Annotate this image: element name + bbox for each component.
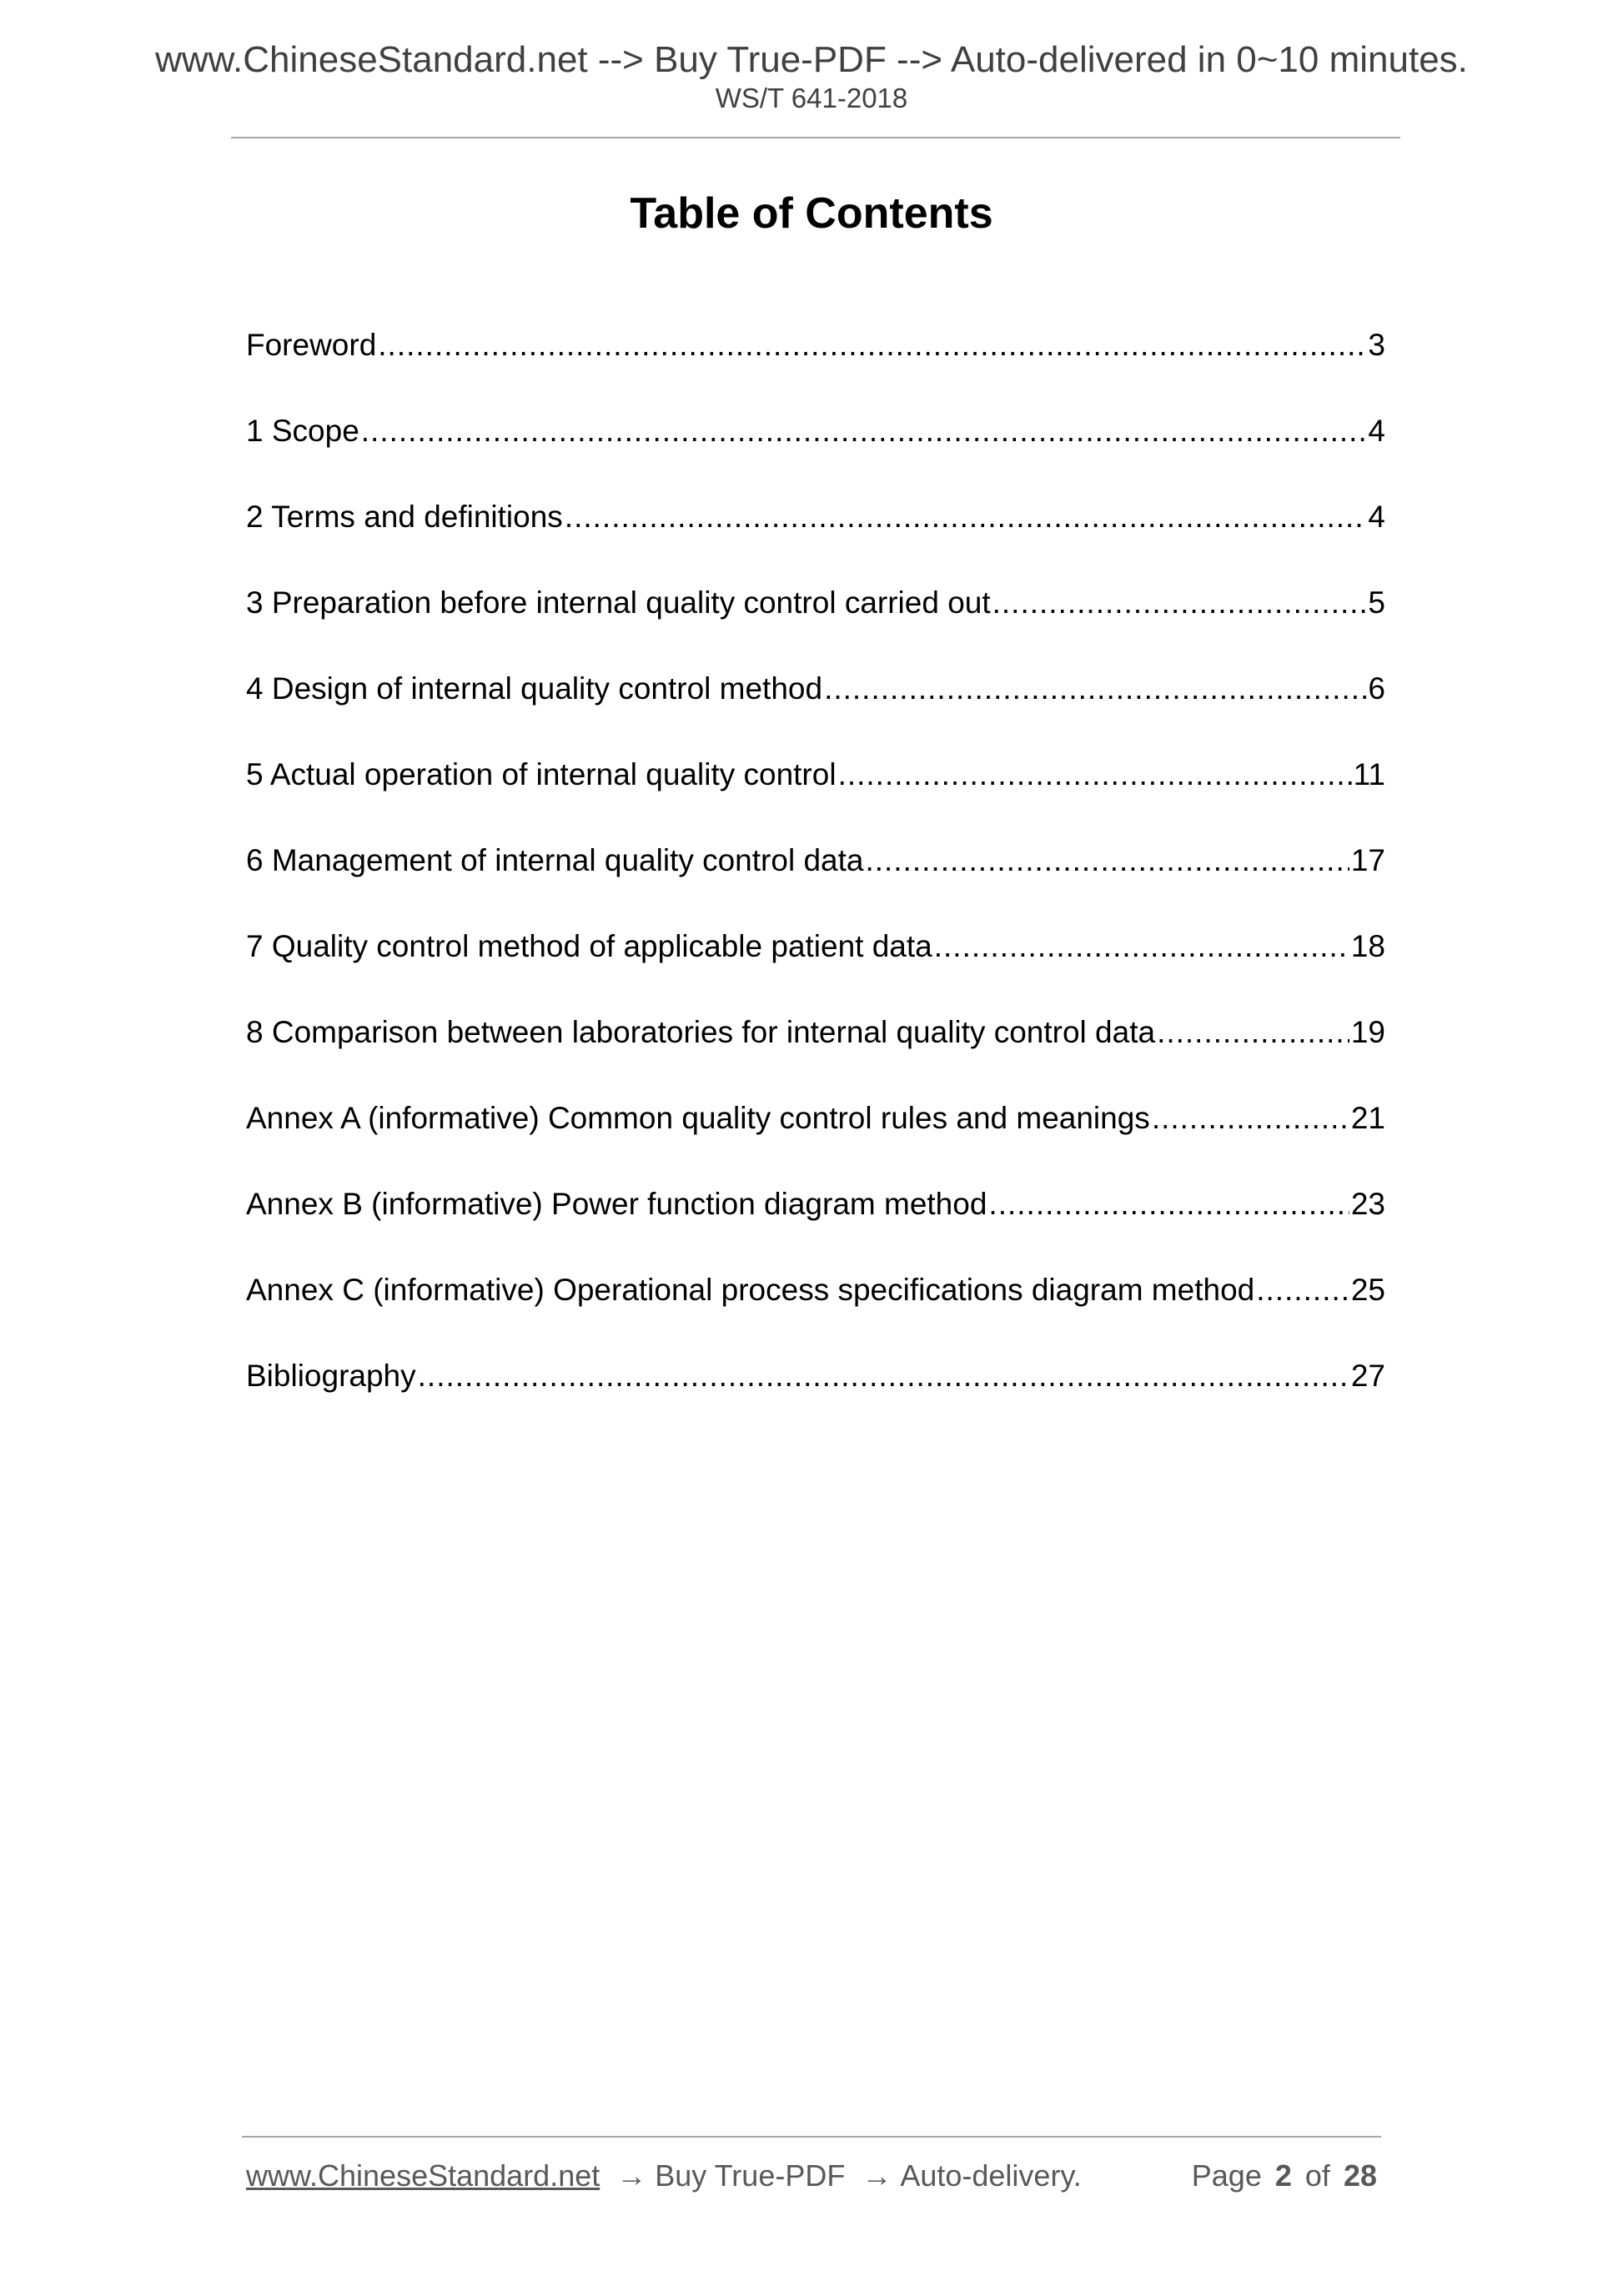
toc-label: Annex B (informative) Power function diagram method	[246, 1187, 987, 1221]
toc-page-number: 4	[1368, 414, 1385, 448]
toc-label: 1 Scope	[246, 414, 359, 448]
toc-entry-patient-data[interactable]	[246, 928, 1385, 1014]
toc-label: Annex C (informative) Operational process specifications diagram method	[246, 1273, 1255, 1307]
page-title: Table of Contents	[630, 189, 993, 238]
toc-label: 3 Preparation before internal quality control carried out	[246, 585, 991, 620]
toc-page-number: 6	[1368, 671, 1385, 706]
toc-leader-dots	[988, 1186, 1349, 1223]
toc-leader-dots	[1157, 1014, 1349, 1051]
footer-site-link[interactable]: www.ChineseStandard.net	[246, 2158, 600, 2193]
toc-label: 7 Quality control method of applicable patient data	[246, 929, 932, 963]
toc-leader-dots	[992, 585, 1367, 621]
toc-entry-bibliography[interactable]	[246, 1358, 1385, 1444]
toc-page-number: 27	[1350, 1359, 1385, 1393]
toc-label: Annex A (informative) Common quality control rules and meanings	[246, 1101, 1150, 1135]
footer-step-buy: Buy True-PDF	[655, 2158, 846, 2193]
of-word: of	[1304, 2158, 1330, 2193]
header-divider	[231, 137, 1400, 138]
toc-leader-dots	[934, 928, 1349, 965]
toc-entry-annex-a[interactable]	[246, 1100, 1385, 1186]
toc-leader-dots	[565, 499, 1367, 535]
toc-label: 8 Comparison between laboratories for internal quality control data	[246, 1015, 1156, 1049]
footer-divider	[242, 2136, 1381, 2138]
toc-page-number: 18	[1350, 929, 1385, 963]
toc-label: 2 Terms and definitions	[246, 500, 563, 534]
toc-label: Bibliography	[246, 1359, 416, 1393]
toc-leader-dots	[1256, 1272, 1349, 1309]
page-word: Page	[1191, 2158, 1262, 2193]
toc-entry-design[interactable]	[246, 671, 1385, 756]
table-of-contents	[246, 327, 1385, 1444]
current-page-number: 2	[1274, 2158, 1292, 2193]
toc-entry-foreword[interactable]	[246, 327, 1385, 413]
toc-page-number: 5	[1368, 585, 1385, 620]
footer-promo	[246, 2158, 1082, 2193]
toc-entry-comparison[interactable]	[246, 1014, 1385, 1100]
toc-leader-dots	[418, 1358, 1349, 1394]
toc-page-number: 21	[1350, 1101, 1385, 1135]
toc-page-number: 19	[1350, 1015, 1385, 1049]
toc-entry-operation[interactable]	[246, 756, 1385, 842]
toc-leader-dots	[865, 842, 1349, 879]
toc-label: 4 Design of internal quality control method	[246, 671, 823, 706]
toc-leader-dots	[378, 327, 1366, 364]
total-page-count: 28	[1343, 2158, 1377, 2193]
toc-label: 6 Management of internal quality control data	[246, 843, 864, 877]
right-arrow-icon: →	[862, 2158, 892, 2193]
toc-entry-annex-c[interactable]	[246, 1272, 1385, 1358]
right-arrow-icon: →	[616, 2158, 647, 2193]
toc-leader-dots	[1152, 1100, 1349, 1137]
document-code: WS/T 641-2018	[715, 83, 908, 113]
toc-page-number: 11	[1353, 757, 1385, 791]
toc-page-number: 25	[1350, 1273, 1385, 1307]
toc-leader-dots	[838, 756, 1352, 793]
toc-entry-terms[interactable]	[246, 499, 1385, 585]
toc-label: 5 Actual operation of internal quality control	[246, 757, 837, 791]
toc-page-number: 4	[1368, 500, 1385, 534]
toc-entry-annex-b[interactable]	[246, 1186, 1385, 1272]
header-banner: www.ChineseStandard.net --> Buy True-PDF --> Auto-delivered in 0~10 minutes.	[155, 39, 1468, 80]
toc-leader-dots	[361, 413, 1367, 450]
toc-entry-management[interactable]	[246, 842, 1385, 928]
page-indicator	[1191, 2158, 1377, 2193]
toc-entry-preparation[interactable]	[246, 585, 1385, 671]
toc-label: Foreword	[246, 328, 377, 362]
toc-entry-scope[interactable]	[246, 413, 1385, 499]
page-footer	[246, 2158, 1377, 2193]
toc-page-number: 23	[1350, 1187, 1385, 1221]
toc-page-number: 3	[1368, 328, 1385, 362]
toc-leader-dots	[824, 671, 1366, 707]
toc-page-number: 17	[1350, 843, 1385, 877]
footer-step-delivery: Auto-delivery.	[900, 2158, 1082, 2193]
